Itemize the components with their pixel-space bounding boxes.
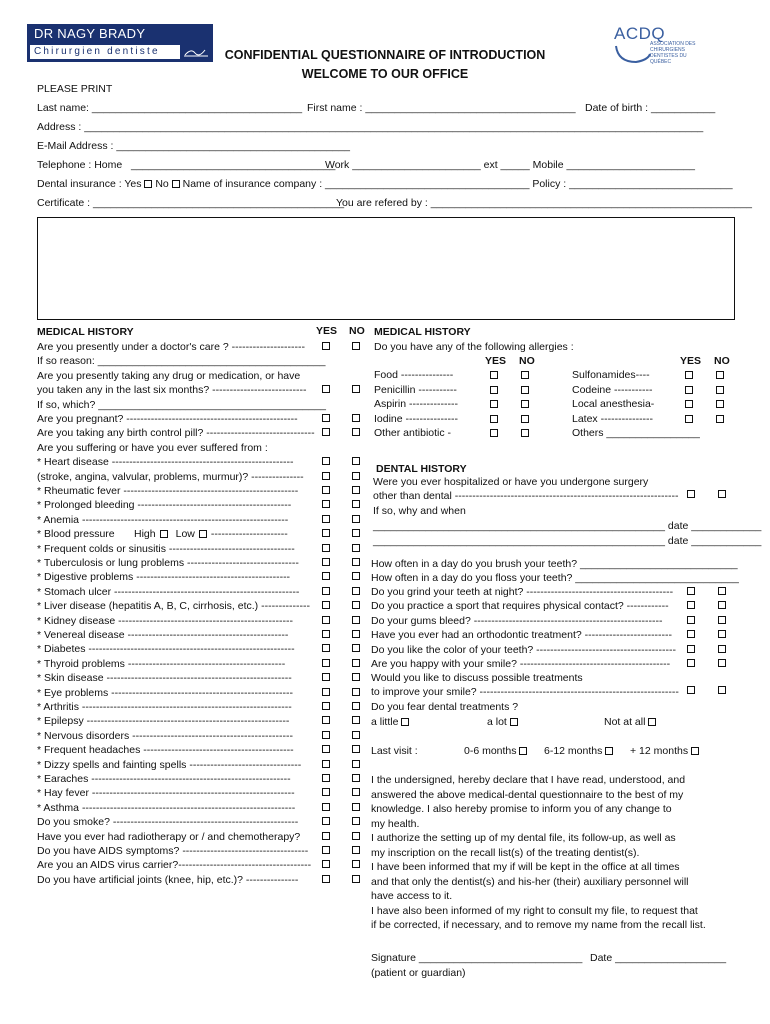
bp-high-label: High: [134, 528, 156, 540]
fear-little-checkbox[interactable]: [401, 718, 409, 726]
medical-question: * Heart disease ----------------------------------------------------: [37, 456, 294, 468]
medical-question: Are you an AIDS virus carrier?--------------------------------------: [37, 859, 312, 871]
form-title: CONFIDENTIAL QUESTIONNAIRE OF INTRODUCTION: [224, 48, 546, 62]
brush-frequency-field[interactable]: How often in a day do you brush your teeth? ___________________________: [371, 558, 738, 570]
medical-no-checkbox[interactable]: [352, 529, 360, 537]
medical-no-checkbox[interactable]: [352, 716, 360, 724]
last-visit-6-12: [544, 745, 613, 757]
medical-yes-checkbox[interactable]: [322, 572, 330, 580]
medical-no-checkbox[interactable]: [352, 587, 360, 595]
medical-yes-checkbox[interactable]: [322, 788, 330, 796]
dental-no-checkbox[interactable]: [718, 630, 726, 638]
medical-question: * Arthritis ------------------------------------------------------------: [37, 701, 292, 713]
medical-no-checkbox[interactable]: [352, 630, 360, 638]
medical-yes-checkbox[interactable]: [322, 558, 330, 566]
declaration-line: and that only the dentist(s) and his-her (their) auxiliary personnel will: [371, 875, 689, 888]
allergy-no-checkbox[interactable]: [521, 400, 529, 408]
medical-yes-checkbox[interactable]: [322, 817, 330, 825]
medical-no-header: NO: [349, 325, 365, 337]
dental-no-checkbox[interactable]: [718, 659, 726, 667]
last-visit-12plus-checkbox[interactable]: [691, 747, 699, 755]
dental-no-checkbox[interactable]: [718, 587, 726, 595]
medical-no-checkbox[interactable]: [352, 500, 360, 508]
declaration-line: answered the above medical-dental questionnaire to the best of my: [371, 788, 684, 801]
medical-no-checkbox[interactable]: [352, 342, 360, 350]
medical-question: * Anemia -----------------------------------------------------------: [37, 514, 289, 526]
medical-question: * Venereal disease ----------------------------------------------: [37, 629, 289, 641]
allergy-no-checkbox[interactable]: [521, 386, 529, 394]
allergy-left-yes-header: YES: [485, 355, 507, 367]
blood-pressure-options: [134, 528, 288, 540]
discuss-question: Would you like to discuss possible treatments: [371, 672, 583, 684]
dental-yes-checkbox[interactable]: [687, 659, 695, 667]
dental-yes-checkbox[interactable]: [687, 645, 695, 653]
medical-question: If so reason: _______________________________________: [37, 355, 326, 367]
fear-notatall-checkbox[interactable]: [648, 718, 656, 726]
declaration-line: if be corrected, if necessary, and to remove my name from the recall list.: [371, 919, 706, 931]
allergy-item: Sulfonamides----: [572, 369, 650, 381]
allergy-no-checkbox[interactable]: [716, 415, 724, 423]
allergy-no-checkbox[interactable]: [716, 386, 724, 394]
allergy-yes-checkbox[interactable]: [685, 371, 693, 379]
hospitalized-no-checkbox[interactable]: [718, 490, 726, 498]
dental-question: Do you like the color of your teeth? ----------------------------------------: [371, 643, 677, 656]
medical-question: * Diabetes -----------------------------------------------------------: [37, 643, 295, 655]
medical-yes-checkbox[interactable]: [322, 745, 330, 753]
medical-question: * Thyroid problems ---------------------------------------------: [37, 658, 286, 670]
medical-yes-checkbox[interactable]: [322, 457, 330, 465]
medical-no-checkbox[interactable]: [352, 572, 360, 580]
medical-question: you taken any in the last six months? ---------------------------: [37, 384, 307, 396]
dental-question: Do you practice a sport that requires physical contact? ------------: [371, 600, 669, 613]
medical-no-checkbox[interactable]: [352, 760, 360, 768]
please-print: PLEASE PRINT: [37, 83, 113, 95]
medical-no-checkbox[interactable]: [352, 414, 360, 422]
medical-yes-checkbox[interactable]: [322, 529, 330, 537]
allergy-no-checkbox[interactable]: [716, 371, 724, 379]
referred-field[interactable]: You are refered by : _______________________________________________________: [336, 197, 752, 209]
medical-no-checkbox[interactable]: [352, 616, 360, 624]
email-field[interactable]: E-Mail Address : ________________________________________: [37, 140, 350, 152]
fear-alot-label: a lot: [487, 716, 507, 728]
medical-question: Are you pregnant? -------------------------------------------------: [37, 413, 298, 425]
medical-question: * Frequent headaches -------------------------------------------: [37, 744, 294, 756]
floss-frequency-field[interactable]: How often in a day do you floss your teeth? ____________________________: [371, 572, 739, 584]
medical-no-checkbox[interactable]: [352, 803, 360, 811]
dental-question: Do your gums bleed? ------------------------------------------------------: [371, 614, 663, 627]
declaration-line: my inscription on the recall list(s) of the treating dentist(s).: [371, 846, 640, 859]
medical-no-checkbox[interactable]: [352, 601, 360, 609]
medical-no-checkbox[interactable]: [352, 817, 360, 825]
declaration-line: I the undersigned, hereby declare that I have read, understood, and: [371, 774, 686, 786]
fear-alot: [487, 716, 518, 728]
declaration-line: I have been informed that my if will be kept in the office at all times: [371, 861, 680, 873]
last-visit-label: Last visit :: [371, 745, 418, 757]
medical-yes-checkbox[interactable]: [322, 342, 330, 350]
insurance-yes-label: Dental insurance : Yes: [37, 178, 142, 190]
allergy-no-checkbox[interactable]: [716, 400, 724, 408]
logo-subtitle: Chirurgien dentiste: [30, 45, 180, 59]
medical-yes-checkbox[interactable]: [322, 472, 330, 480]
medical-no-checkbox[interactable]: [352, 644, 360, 652]
acdq-subtitle: ASSOCIATION DES CHIRURGIENS DENTISTES DU QUÉBEC: [650, 41, 696, 65]
form-subtitle: WELCOME TO OUR OFFICE: [301, 67, 469, 81]
medical-question: Do you have AIDS symptoms? ------------------------------------: [37, 845, 309, 857]
medical-history-heading: MEDICAL HISTORY: [37, 326, 134, 338]
medical-question: * Earaches ---------------------------------------------------------: [37, 773, 291, 785]
medical-question: Are you taking any birth control pill? -------------------------------: [37, 427, 315, 439]
medical-no-checkbox[interactable]: [352, 659, 360, 667]
allergy-yes-checkbox[interactable]: [685, 386, 693, 394]
allergy-no-checkbox[interactable]: [521, 429, 529, 437]
certificate-field[interactable]: Certificate : ___________________________________________: [37, 197, 345, 209]
medical-question: * Rheumatic fever --------------------------------------------------: [37, 485, 299, 497]
medical-yes-checkbox[interactable]: [322, 659, 330, 667]
insurance-row: [37, 178, 733, 190]
medical-no-checkbox[interactable]: [352, 457, 360, 465]
medical-yes-checkbox[interactable]: [322, 486, 330, 494]
medical-no-checkbox[interactable]: [352, 428, 360, 436]
medical-question: * Liver disease (hepatitis A, B, C, cirrhosis, etc.) --------------: [37, 600, 311, 612]
declaration-line: my health.: [371, 817, 420, 830]
medical-question: * Asthma -------------------------------------------------------------: [37, 802, 296, 814]
medical-no-checkbox[interactable]: [352, 731, 360, 739]
medical-yes-checkbox[interactable]: [322, 832, 330, 840]
dob-field[interactable]: Date of birth : ___________: [585, 102, 716, 114]
medical-no-checkbox[interactable]: [352, 558, 360, 566]
medical-yes-checkbox[interactable]: [322, 860, 330, 868]
allergy-item: Local anesthesia-: [572, 398, 655, 411]
discuss-no-checkbox[interactable]: [718, 686, 726, 694]
bp-low-checkbox[interactable]: [199, 530, 207, 538]
signature-field[interactable]: Signature ____________________________: [371, 952, 583, 964]
medical-question: * Prolonged bleeding --------------------------------------------: [37, 499, 292, 511]
hospitalized-question-cont: other than dental ----------------------------------------------------------------: [373, 490, 679, 502]
why-when-label: If so, why and when: [373, 505, 466, 517]
signature-date-field[interactable]: Date ___________________: [590, 952, 727, 964]
allergy-yes-checkbox[interactable]: [490, 386, 498, 394]
medical-question: Are you suffering or have you ever suffered from :: [37, 442, 268, 454]
medical-yes-header: YES: [316, 325, 338, 337]
allergy-item: Others ________________: [572, 427, 700, 440]
acdq-name: ACDQ: [614, 24, 666, 43]
medical-no-checkbox[interactable]: [352, 846, 360, 854]
home-phone-field[interactable]: ___________________________________: [131, 159, 336, 171]
last-visit-0-6-checkbox[interactable]: [519, 747, 527, 755]
medical-no-checkbox[interactable]: [352, 774, 360, 782]
medical-question: * Frequent colds or sinusitis ------------------------------------: [37, 543, 295, 555]
medical-no-checkbox[interactable]: [352, 688, 360, 696]
firstname-field[interactable]: First name : ____________________________________: [307, 102, 576, 114]
insurance-no-label: No: [155, 178, 169, 190]
medical-yes-checkbox[interactable]: [322, 673, 330, 681]
lastname-field[interactable]: Last name: ____________________________________: [37, 102, 303, 114]
why-when-line-1[interactable]: __________________________________________________ date ____________: [373, 520, 762, 532]
medical-yes-checkbox[interactable]: [322, 414, 330, 422]
medical-question: * Kidney disease --------------------------------------------------: [37, 615, 293, 627]
fear-alot-checkbox[interactable]: [510, 718, 518, 726]
allergy-yes-checkbox[interactable]: [685, 415, 693, 423]
medical-yes-checkbox[interactable]: [322, 803, 330, 811]
medical-question: (stroke, angina, valvular, problems, murmur)? ---------------: [37, 471, 304, 483]
allergy-left-no-header: NO: [519, 355, 535, 367]
allergy-item: Other antibiotic -: [374, 427, 452, 440]
bp-value-line[interactable]: ----------------------: [210, 528, 288, 540]
allergies-question: Do you have any of the following allergies :: [374, 341, 574, 353]
notes-box[interactable]: [37, 217, 735, 320]
fear-notatall: [604, 716, 656, 728]
dental-question: Are you happy with your smile? -------------------------------------------: [371, 658, 671, 670]
allergy-item: Aspirin --------------: [374, 398, 458, 411]
medical-no-checkbox[interactable]: [352, 702, 360, 710]
allergy-right-yes-header: YES: [680, 355, 702, 367]
allergy-item: Latex ---------------: [572, 412, 654, 425]
last-visit-12plus-label: + 12 months: [630, 745, 689, 757]
medical-yes-checkbox[interactable]: [322, 716, 330, 724]
medical-no-checkbox[interactable]: [352, 515, 360, 523]
allergy-yes-checkbox[interactable]: [685, 400, 693, 408]
medical-yes-checkbox[interactable]: [322, 616, 330, 624]
dental-no-checkbox[interactable]: [718, 616, 726, 624]
signature-guardian-note: (patient or guardian): [371, 967, 466, 979]
insurance-no-checkbox[interactable]: [172, 180, 180, 188]
dental-history-heading: DENTAL HISTORY: [376, 463, 467, 475]
discuss-question-cont: to improve your smile? ---------------------------------------------------------: [371, 686, 679, 698]
medical-question: * Eye problems ----------------------------------------------------: [37, 687, 293, 699]
allergy-no-checkbox[interactable]: [521, 371, 529, 379]
medical-yes-checkbox[interactable]: [322, 385, 330, 393]
fear-question: Do you fear dental treatments ?: [371, 701, 519, 713]
fear-notatall-label: Not at all: [604, 716, 646, 728]
medical-no-checkbox[interactable]: [352, 472, 360, 480]
medical-no-checkbox[interactable]: [352, 544, 360, 552]
medical-yes-checkbox[interactable]: [322, 428, 330, 436]
last-visit-6-12-checkbox[interactable]: [605, 747, 613, 755]
medical-question: Are you presently taking any drug or medication, or have: [37, 370, 301, 382]
medical-no-checkbox[interactable]: [352, 832, 360, 840]
medical-question: Have you ever had radiotherapy or / and chemotherapy?: [37, 831, 301, 843]
medical-yes-checkbox[interactable]: [322, 760, 330, 768]
medical-yes-checkbox[interactable]: [322, 774, 330, 782]
dental-yes-checkbox[interactable]: [687, 601, 695, 609]
hospitalized-yes-checkbox[interactable]: [687, 490, 695, 498]
logo-name: DR NAGY BRADY: [34, 26, 146, 41]
allergy-yes-checkbox[interactable]: [490, 400, 498, 408]
medical-question: * Digestive problems --------------------------------------------: [37, 571, 291, 583]
allergy-yes-checkbox[interactable]: [490, 429, 498, 437]
insurance-company-field[interactable]: Name of insurance company : ___________________________________ Policy : ____________________________: [182, 178, 733, 190]
medical-yes-checkbox[interactable]: [322, 702, 330, 710]
medical-question: Do you smoke? -----------------------------------------------------: [37, 816, 299, 828]
dental-yes-checkbox[interactable]: [687, 616, 695, 624]
medical-yes-checkbox[interactable]: [322, 688, 330, 696]
medical-yes-checkbox[interactable]: [322, 500, 330, 508]
declaration-line: I have also been informed of my right to consult my file, to request that: [371, 904, 698, 917]
address-field[interactable]: Address : __________________________________________________________________________________________________________: [37, 121, 704, 133]
medical-question: * Nervous disorders ----------------------------------------------: [37, 730, 293, 742]
medical-question: * Stomach ulcer -----------------------------------------------------: [37, 586, 300, 598]
allergy-item: Iodine ---------------: [374, 412, 458, 425]
declaration-line: have access to it.: [371, 890, 453, 902]
medical-no-checkbox[interactable]: [352, 788, 360, 796]
medical-question: * Skin disease -----------------------------------------------------: [37, 672, 292, 684]
medical-yes-checkbox[interactable]: [322, 875, 330, 883]
medical-no-checkbox[interactable]: [352, 673, 360, 681]
last-visit-6-12-label: 6-12 months: [544, 745, 603, 757]
medical-yes-checkbox[interactable]: [322, 731, 330, 739]
declaration-line: knowledge. I also hereby promise to inform you of any change to: [371, 803, 672, 815]
fear-little: [371, 716, 409, 728]
declaration-line: I authorize the setting up of my dental file, its follow-up, as well as: [371, 832, 676, 844]
allergy-item: Codeine -----------: [572, 383, 653, 396]
medical-no-checkbox[interactable]: [352, 385, 360, 393]
allergy-item: Food ---------------: [374, 369, 454, 381]
medical-question: If so, which? _______________________________________: [37, 399, 327, 411]
hospitalized-question: Were you ever hospitalized or have you undergone surgery: [373, 476, 649, 488]
medical-question: * Dizzy spells and fainting spells --------------------------------: [37, 759, 302, 771]
dental-question: Do you grind your teeth at night? ------------------------------------------: [371, 586, 674, 598]
allergy-yes-checkbox[interactable]: [490, 415, 498, 423]
dental-question: Have you ever had an orthodontic treatment? -------------------------: [371, 629, 673, 642]
dental-yes-checkbox[interactable]: [687, 587, 695, 595]
medical-no-checkbox[interactable]: [352, 860, 360, 868]
allergies-heading: MEDICAL HISTORY: [374, 326, 471, 338]
medical-question: * Tuberculosis or lung problems --------------------------------: [37, 557, 299, 569]
medical-question: * Epilepsy ----------------------------------------------------------: [37, 715, 290, 727]
allergy-item: Penicillin -----------: [374, 383, 457, 396]
medical-yes-checkbox[interactable]: [322, 515, 330, 523]
bp-low-label: Low: [175, 528, 195, 540]
medical-question: Do you have artificial joints (knee, hip, etc.)? ---------------: [37, 874, 299, 886]
allergy-right-no-header: NO: [714, 355, 730, 367]
last-visit-0-6: [464, 745, 527, 757]
dental-yes-checkbox[interactable]: [687, 630, 695, 638]
medical-question: * Hay fever ----------------------------------------------------------: [37, 787, 295, 799]
medical-question: * Blood pressure: [37, 528, 115, 540]
medical-no-checkbox[interactable]: [352, 875, 360, 883]
medical-yes-checkbox[interactable]: [322, 587, 330, 595]
medical-yes-checkbox[interactable]: [322, 846, 330, 854]
telephone-label: Telephone : Home: [37, 159, 123, 171]
bp-high-checkbox[interactable]: [160, 530, 168, 538]
dental-no-checkbox[interactable]: [718, 645, 726, 653]
fear-little-label: a little: [371, 716, 399, 728]
medical-no-checkbox[interactable]: [352, 486, 360, 494]
discuss-yes-checkbox[interactable]: [687, 686, 695, 694]
why-when-line-2[interactable]: __________________________________________________ date ____________: [373, 535, 762, 547]
last-visit-12plus: [630, 745, 699, 757]
last-visit-0-6-label: 0-6 months: [464, 745, 517, 757]
medical-yes-checkbox[interactable]: [322, 601, 330, 609]
medical-yes-checkbox[interactable]: [322, 644, 330, 652]
work-mobile-fields[interactable]: Work ______________________ ext _____ Mobile ______________________: [325, 159, 695, 171]
allergy-no-checkbox[interactable]: [521, 415, 529, 423]
medical-question: Are you presently under a doctor's care ? ---------------------: [37, 341, 306, 353]
medical-no-checkbox[interactable]: [352, 745, 360, 753]
medical-yes-checkbox[interactable]: [322, 630, 330, 638]
medical-yes-checkbox[interactable]: [322, 544, 330, 552]
insurance-yes-checkbox[interactable]: [144, 180, 152, 188]
allergy-yes-checkbox[interactable]: [490, 371, 498, 379]
dental-no-checkbox[interactable]: [718, 601, 726, 609]
